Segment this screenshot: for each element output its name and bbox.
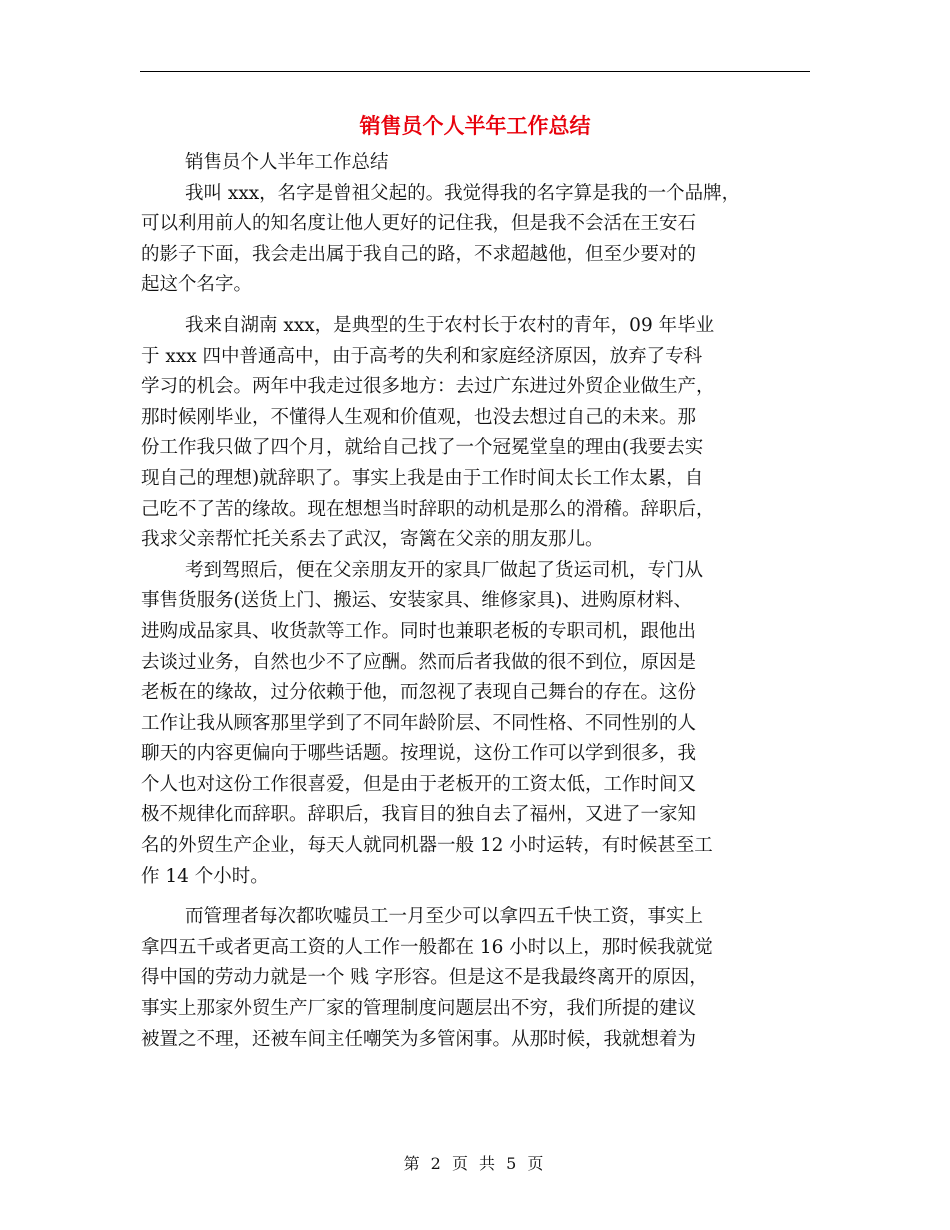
paragraph-line: 去谈过业务，自然也少不了应酬。然而后者我做的很不到位，原因是 (141, 651, 697, 673)
paragraph-line: 那时候刚毕业，不懂得人生观和价值观，也没去想过自己的未来。那 (141, 406, 697, 428)
paragraph-line: 考到驾照后，便在父亲朋友开的家具厂做起了货运司机，专门从 (185, 559, 704, 581)
document-title: 销售员个人半年工作总结 (359, 113, 591, 138)
paragraph-line: 老板在的缘故，过分依赖于他，而忽视了表现自己舞台的存在。这份 (141, 682, 697, 704)
paragraph-line: 份工作我只做了四个月，就给自己找了一个冠冕堂皇的理由(我要去实 (141, 437, 704, 459)
paragraph-line: 己吃不了苦的缘故。现在想想当时辞职的动机是那么的滑稽。辞职后， (141, 498, 715, 520)
header-rule (140, 71, 810, 72)
paragraph-line: 而管理者每次都吹嘘员工一月至少可以拿四五千快工资，事实上 (185, 906, 704, 928)
page-number-footer: 第 2 页 共 5 页 (403, 1154, 547, 1173)
paragraph-line: 作 14 个小时。 (141, 865, 269, 887)
paragraph-line: 工作让我从顾客那里学到了不同年龄阶层、不同性格、不同性别的人 (141, 712, 697, 734)
paragraph-line: 的影子下面，我会走出属于我自己的路，不求超越他，但至少要对的 (141, 243, 697, 265)
paragraph-line: 拿四五千或者更高工资的人工作一般都在 16 小时以上，那时候我就觉 (141, 936, 713, 958)
document-body (141, 148, 813, 1055)
paragraph-line: 进购成品家具、收货款等工作。同时也兼职老板的专职司机，跟他出 (141, 620, 697, 642)
paragraph-line: 我来自湖南 xxx，是典型的生于农村长于农村的青年，09 年毕业 (185, 314, 715, 336)
paragraph-line: 我叫 xxx，名字是曾祖父起的。我觉得我的名字算是我的一个品牌， (185, 182, 741, 204)
paragraph-line: 起这个名字。 (141, 274, 253, 296)
paragraph-line: 极不规律化而辞职。辞职后，我盲目的独自去了福州，又进了一家知 (141, 804, 697, 826)
paragraph-line: 聊天的内容更偏向于哪些话题。按理说，这份工作可以学到很多，我 (141, 743, 697, 765)
paragraph-line: 名的外贸生产企业，每天人就同机器一般 12 小时运转，有时候甚至工 (141, 835, 713, 857)
paragraph-line: 我求父亲帮忙托关系去了武汉，寄篱在父亲的朋友那儿。 (141, 529, 604, 551)
paragraph-line: 个人也对这份工作很喜爱，但是由于老板开的工资太低，工作时间又 (141, 773, 697, 795)
paragraph-line: 可以利用前人的知名度让他人更好的记住我，但是我不会活在王安石 (141, 213, 697, 235)
paragraph-line: 于 xxx 四中普通高中，由于高考的失利和家庭经济原因，放弃了专科 (141, 345, 703, 367)
paragraph-line: 被置之不理，还被车间主任嘲笑为多管闲事。从那时候，我就想着为 (141, 1028, 697, 1050)
paragraph-line: 事实上那家外贸生产厂家的管理制度问题层出不穷，我们所提的建议 (141, 998, 697, 1020)
paragraph-line: 销售员个人半年工作总结 (185, 152, 389, 173)
paragraph-line: 现自己的理想)就辞职了。事实上我是由于工作时间太长工作太累，自 (141, 467, 704, 489)
paragraph-line: 学习的机会。两年中我走过很多地方：去过广东进过外贸企业做生产， (141, 376, 715, 398)
paragraph-line: 得中国的劳动力就是一个 贱 字形容。但是这不是我最终离开的原因， (141, 967, 708, 989)
paragraph-line: 事售货服务(送货上门、搬运、安装家具、维修家具)、进购原材料、 (141, 590, 692, 612)
